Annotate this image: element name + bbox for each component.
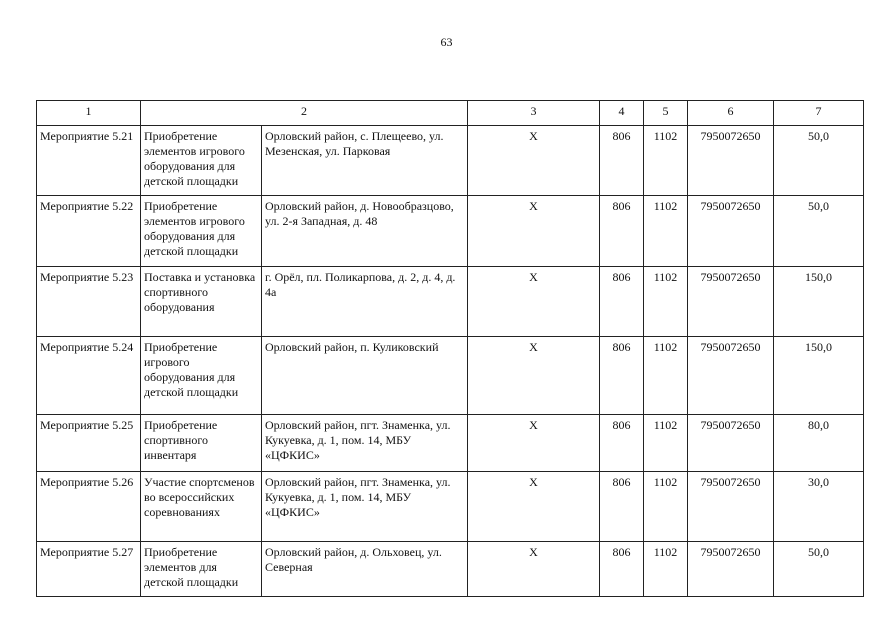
col5-cell: 1102 [644,472,688,542]
col3-cell: Х [468,126,600,196]
table-row [37,472,864,542]
col4-cell: 806 [600,472,644,542]
address-cell: Орловский район, д. Новообразцово, ул. 2-я Западная, д. 48 [262,196,468,267]
col3-cell: Х [468,415,600,472]
col5-cell: 1102 [644,126,688,196]
event-cell: Мероприятие 5.27 [37,542,141,597]
col6-cell: 7950072650 [688,126,774,196]
address-cell: Орловский район, пгт. Знаменка, ул. Кукуевка, д. 1, пом. 14, МБУ «ЦФКИС» [262,472,468,542]
address-cell: Орловский район, п. Куликовский [262,337,468,415]
col3-cell: Х [468,337,600,415]
col7-cell: 50,0 [774,196,864,267]
address-cell: Орловский район, пгт. Знаменка, ул. Кукуевка, д. 1, пом. 14, МБУ «ЦФКИС» [262,415,468,472]
description-cell: Приобретение спортивного инвентаря [141,415,262,472]
header-col-4: 4 [600,101,644,126]
header-col-2: 2 [141,101,468,126]
event-cell: Мероприятие 5.26 [37,472,141,542]
col3-cell: Х [468,542,600,597]
col4-cell: 806 [600,126,644,196]
header-col-5: 5 [644,101,688,126]
table-row [37,196,864,267]
description-cell: Приобретение элементов для детской площадки [141,542,262,597]
col6-cell: 7950072650 [688,415,774,472]
event-cell: Мероприятие 5.23 [37,267,141,337]
description-cell: Приобретение игрового оборудования для детской площадки [141,337,262,415]
table-row [37,415,864,472]
col5-cell: 1102 [644,542,688,597]
col4-cell: 806 [600,542,644,597]
table-row [37,542,864,597]
table-row [37,337,864,415]
col6-cell: 7950072650 [688,472,774,542]
col7-cell: 150,0 [774,337,864,415]
col5-cell: 1102 [644,196,688,267]
address-cell: Орловский район, д. Ольховец, ул. Северная [262,542,468,597]
address-cell: Орловский район, с. Плещеево, ул. Мезенская, ул. Парковая [262,126,468,196]
table-row [37,267,864,337]
event-cell: Мероприятие 5.24 [37,337,141,415]
event-cell: Мероприятие 5.22 [37,196,141,267]
description-cell: Поставка и установка спортивного оборудования [141,267,262,337]
col3-cell: Х [468,267,600,337]
col5-cell: 1102 [644,415,688,472]
col5-cell: 1102 [644,337,688,415]
col6-cell: 7950072650 [688,267,774,337]
col3-cell: Х [468,196,600,267]
address-cell: г. Орёл, пл. Поликарпова, д. 2, д. 4, д. 4а [262,267,468,337]
description-cell: Приобретение элементов игрового оборудования для детской площадки [141,126,262,196]
col4-cell: 806 [600,267,644,337]
col6-cell: 7950072650 [688,196,774,267]
event-cell: Мероприятие 5.21 [37,126,141,196]
page-number: 63 [440,35,453,49]
col7-cell: 80,0 [774,415,864,472]
header-col-6: 6 [688,101,774,126]
col3-cell: Х [468,472,600,542]
col4-cell: 806 [600,415,644,472]
col6-cell: 7950072650 [688,542,774,597]
col4-cell: 806 [600,196,644,267]
col7-cell: 50,0 [774,542,864,597]
col4-cell: 806 [600,337,644,415]
col7-cell: 30,0 [774,472,864,542]
header-col-7: 7 [774,101,864,126]
col7-cell: 150,0 [774,267,864,337]
header-col-1: 1 [37,101,141,126]
col5-cell: 1102 [644,267,688,337]
event-cell: Мероприятие 5.25 [37,415,141,472]
description-cell: Участие спортсменов во всероссийских соревнованиях [141,472,262,542]
header-row [37,101,864,126]
header-col-3: 3 [468,101,600,126]
col6-cell: 7950072650 [688,337,774,415]
description-cell: Приобретение элементов игрового оборудования для детской площадки [141,196,262,267]
col7-cell: 50,0 [774,126,864,196]
events-table [36,100,864,597]
table-row [37,126,864,196]
